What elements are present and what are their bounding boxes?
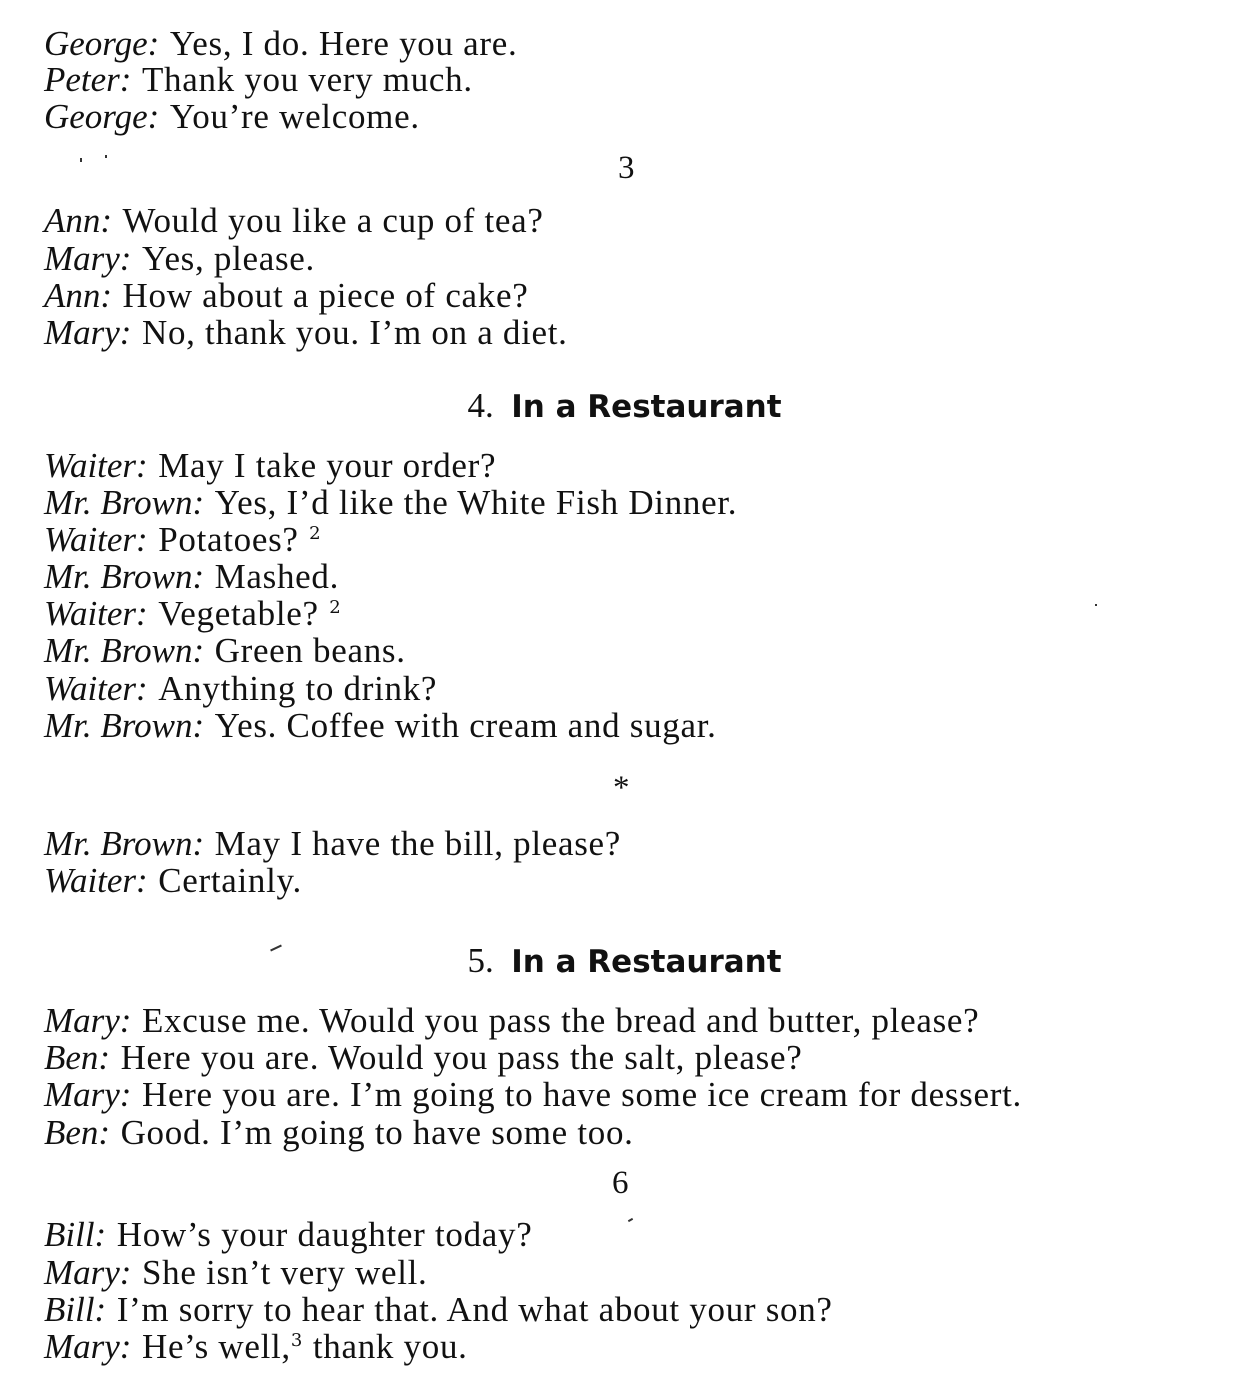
speaker-name: George: [44, 97, 160, 136]
dialogue-line [44, 240, 315, 277]
utterance-text: May I have the bill, please? [214, 824, 622, 863]
utterance-text: You’re welcome. [169, 97, 420, 136]
speaker-name: Ann: [44, 276, 113, 315]
utterance-text: Green beans. [214, 631, 406, 670]
dialogue-line [44, 1039, 802, 1076]
speaker-name: Mary: [44, 1253, 132, 1292]
dialogue-line [44, 202, 544, 239]
dialogue-line [44, 1002, 979, 1039]
speaker-name: Bill: [44, 1290, 107, 1329]
dialogue-line [44, 25, 517, 62]
speaker-name: Waiter: [44, 669, 148, 708]
section-number: 4. [467, 386, 494, 425]
dialogue-number: 3 [618, 150, 635, 186]
speaker-name: Mr. Brown: [44, 631, 205, 670]
dialogue-line [44, 1328, 468, 1365]
utterance-text: Yes, please. [141, 239, 315, 278]
dialogue-line [44, 314, 568, 351]
dialogue-line [44, 670, 437, 707]
utterance-text: He’s well, [141, 1327, 291, 1366]
dialogue-line [44, 862, 302, 899]
footnote-marker: 2 [309, 523, 321, 544]
dialogue-line [44, 707, 717, 744]
utterance-text: Here you are. Would you pass the salt, please? [120, 1038, 803, 1077]
speaker-name: George: [44, 24, 160, 63]
utterance-text: Yes. Coffee with cream and sugar. [214, 706, 717, 745]
dialogue-line [44, 521, 321, 558]
dialogue-line [44, 1076, 1022, 1113]
utterance-text: thank you. [312, 1327, 468, 1366]
utterance-text: Potatoes? [158, 520, 299, 559]
dialogue-line [44, 632, 406, 669]
utterance-text: Here you are. I’m going to have some ice cream for dessert. [141, 1075, 1022, 1114]
section-break-asterisk: * [613, 770, 630, 806]
utterance-text: How about a piece of cake? [122, 276, 529, 315]
speaker-name: Waiter: [44, 520, 148, 559]
scan-speck [105, 155, 107, 158]
dialogue-line [44, 277, 528, 314]
scan-speck [80, 158, 82, 162]
speaker-name: Waiter: [44, 446, 148, 485]
dialogue-line [44, 1114, 634, 1151]
speaker-name: Mary: [44, 1327, 132, 1366]
speaker-name: Mr. Brown: [44, 483, 205, 522]
speaker-name: Mr. Brown: [44, 824, 205, 863]
utterance-text: I’m sorry to hear that. And what about your son? [116, 1290, 833, 1329]
dialogue-line [44, 1254, 428, 1291]
scan-speck [628, 1218, 633, 1222]
utterance-text: Would you like a cup of tea? [122, 201, 544, 240]
speaker-name: Mr. Brown: [44, 706, 205, 745]
dialogue-line [44, 98, 420, 135]
speaker-name: Mary: [44, 1075, 132, 1114]
dialogue-line [44, 595, 341, 632]
dialogue-line [44, 447, 496, 484]
utterance-text: Good. I’m going to have some too. [120, 1113, 634, 1152]
footnote-marker: 2 [329, 597, 341, 618]
dialogue-line [44, 484, 737, 521]
speaker-name: Ben: [44, 1113, 111, 1152]
speaker-name: Mary: [44, 239, 132, 278]
speaker-name: Mary: [44, 313, 132, 352]
speaker-name: Mary: [44, 1001, 132, 1040]
utterance-text: Certainly. [158, 861, 302, 900]
section-title: In a Restaurant [511, 944, 782, 980]
utterance-text: Mashed. [214, 557, 340, 596]
utterance-text: Anything to drink? [158, 669, 438, 708]
utterance-text: Yes, I do. Here you are. [169, 24, 518, 63]
dialogue-line [44, 825, 621, 862]
speaker-name: Bill: [44, 1215, 107, 1254]
speaker-name: Ben: [44, 1038, 111, 1077]
section-heading [0, 941, 1249, 981]
utterance-text: How’s your daughter today? [116, 1215, 533, 1254]
footnote-marker: 3 [290, 1330, 303, 1351]
dialogue-line [44, 1216, 532, 1253]
speaker-name: Ann: [44, 201, 113, 240]
dialogue-line [44, 558, 339, 595]
speaker-name: Mr. Brown: [44, 557, 205, 596]
utterance-text: Yes, I’d like the White Fish Dinner. [214, 483, 738, 522]
speaker-name: Waiter: [44, 861, 148, 900]
utterance-text: May I take your order? [158, 446, 497, 485]
section-title: In a Restaurant [511, 389, 782, 425]
utterance-text: Vegetable? [158, 594, 319, 633]
dialogue-line [44, 1291, 833, 1328]
utterance-text: Thank you very much. [141, 60, 473, 99]
utterance-text: Excuse me. Would you pass the bread and butter, please? [141, 1001, 980, 1040]
utterance-text: She isn’t very well. [141, 1253, 428, 1292]
dialogue-number: 6 [612, 1165, 629, 1201]
scan-speck [1095, 604, 1097, 606]
speaker-name: Peter: [44, 60, 132, 99]
speaker-name: Waiter: [44, 594, 148, 633]
dialogue-line [44, 61, 473, 98]
utterance-text: No, thank you. I’m on a diet. [141, 313, 568, 352]
section-number: 5. [467, 941, 494, 980]
section-heading [0, 386, 1249, 426]
